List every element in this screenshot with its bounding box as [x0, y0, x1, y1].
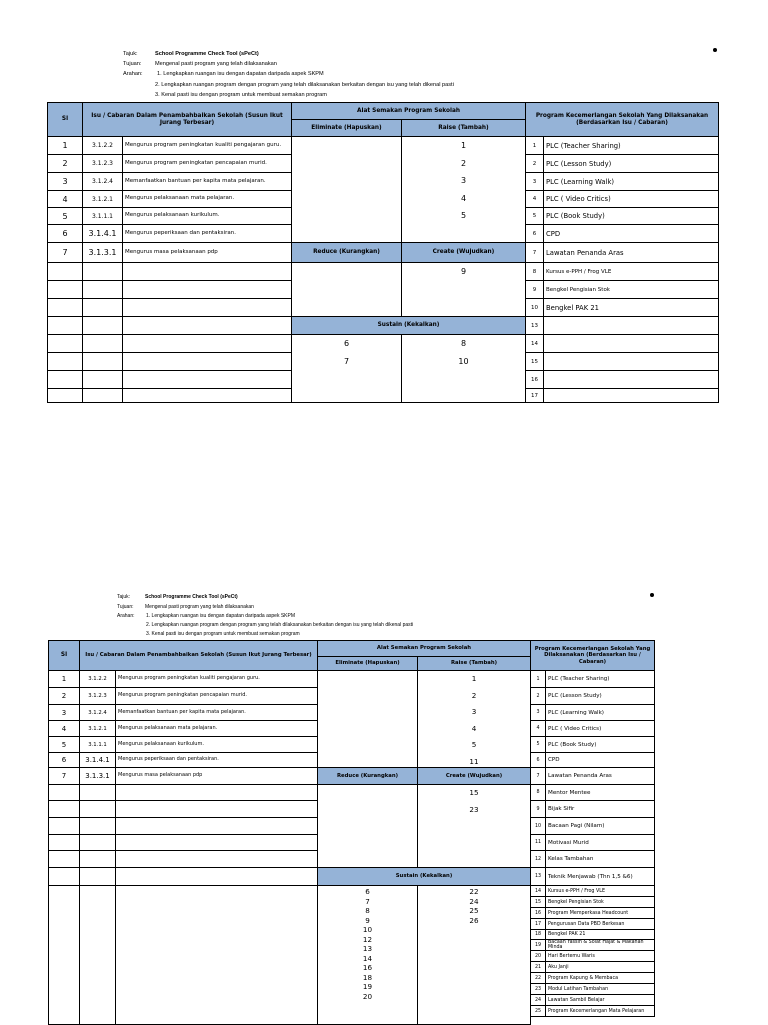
col-header-alat: Alat Semakan Program Sekolah [292, 103, 526, 120]
program-name: PLC ( Video Critics) [544, 191, 719, 208]
program-name: PLC ( Video Critics) [546, 721, 655, 737]
program-name: PLC (Teacher Sharing) [546, 671, 655, 688]
empty-cell [48, 785, 80, 801]
col-header-raise: Raise (Tambah) [402, 120, 526, 137]
sustain-item: 9 [365, 915, 370, 925]
program-no: 25 [531, 1006, 546, 1017]
program-no: 9 [526, 281, 544, 299]
arahan-key: Arahan: [123, 71, 143, 77]
col-header-eliminate: Eliminate (Hapuskan) [292, 120, 402, 137]
issue-text: Mengurus peperiksaan dan pentaksiran. [116, 753, 318, 768]
empty-cell [116, 801, 318, 818]
empty-cell [116, 785, 318, 801]
tujuan-value: Mengenal pasti program yang telah dilaksanakan [145, 604, 254, 610]
empty-cell [80, 868, 116, 886]
empty-cell [80, 835, 116, 851]
empty-cell [80, 785, 116, 801]
issue-text: Mengurus pelaksanaan mata pelajaran. [123, 191, 292, 208]
sustain-item: 22 [469, 887, 479, 896]
program-no: 4 [526, 191, 544, 208]
issue-text: Mengurus pelaksanaan kurikulum. [123, 208, 292, 225]
program-no: 21 [531, 962, 546, 973]
program-name: PLC (Book Study) [546, 737, 655, 753]
arahan-2: 2. Lengkapkan ruangan program dengan program yang telah dilaksanakan berkaitan dengan isu yang telah dikenal pasti [146, 622, 414, 628]
col-header-reduce: Reduce (Kurangkan) [292, 243, 402, 263]
program-no: 17 [526, 389, 544, 403]
program-name: CPD [544, 225, 719, 243]
program-no: 7 [531, 768, 546, 785]
program-no: 15 [526, 353, 544, 371]
program-name: PLC (Lesson Study) [546, 688, 655, 705]
empty-cell [80, 801, 116, 818]
raise-item: 2 [460, 158, 467, 168]
program-name: Bengkel PAK 21 [546, 930, 655, 940]
arahan-1: 1. Lengkapkan ruangan isu dengan dapatan daripada aspek SKPM [146, 613, 296, 619]
empty-cell [48, 868, 80, 886]
col-header-isu: Isu / Cabaran Dalam Penambahbaikan Sekolah (Susun Ikut Jurang Terbesar) [80, 641, 318, 671]
col-header-eliminate: Eliminate (Hapuskan) [318, 657, 418, 671]
program-no: 3 [526, 173, 544, 191]
program-no: 8 [531, 785, 546, 801]
program-no: 19 [531, 940, 546, 951]
issue-sl: 3 [47, 173, 83, 191]
create-item: 23 [469, 804, 479, 814]
program-name: Motivasi Murid [546, 835, 655, 851]
sustain-item: 8 [460, 339, 467, 348]
raise-item: 5 [460, 211, 467, 220]
program-no: 23 [531, 984, 546, 995]
empty-cell [116, 851, 318, 868]
issue-code: 3.1.3.1 [80, 768, 116, 785]
raise-item: 2 [471, 690, 477, 700]
program-name: Kelas Tambahan [546, 851, 655, 868]
sheet-header [117, 595, 537, 640]
program-name: Bengkel Pengisian Stok [546, 897, 655, 908]
program-name: Program Memperkasa Headcount [546, 908, 655, 919]
sustain-item: 14 [362, 953, 373, 963]
program-no: 11 [531, 835, 546, 851]
issue-sl: 6 [48, 753, 80, 768]
col-header-reduce: Reduce (Kurangkan) [318, 768, 418, 785]
issue-text: Mengurus program peningkatan kualiti pengajaran guru. [123, 137, 292, 155]
issue-code: 3.1.2.3 [83, 155, 123, 173]
program-no: 6 [531, 753, 546, 768]
sustain-item: 6 [343, 339, 350, 348]
col-header-program: Program Kecemerlangan Sekolah Yang Dilaksanakan (Berdasarkan Isu / Cabaran) [531, 641, 655, 671]
program-no: 12 [531, 851, 546, 868]
program-name: Bacaan Pagi (Nilam) [546, 818, 655, 835]
raise-item: 4 [471, 723, 477, 733]
issue-sl: 3 [48, 705, 80, 721]
program-name: Hari Bertemu Waris [546, 951, 655, 962]
sustain-item: 13 [362, 944, 373, 953]
col-header-alat: Alat Semakan Program Sekolah [318, 641, 531, 657]
sustain-item: 10 [458, 356, 469, 366]
program-no: 22 [531, 973, 546, 984]
col-header-raise: Raise (Tambah) [418, 657, 531, 671]
sustain-item: 12 [362, 934, 373, 944]
program-no: 18 [531, 930, 546, 940]
program-name: Teknik Menjawab (Thn 1,5 &6) [546, 868, 655, 886]
program-name: Bengkel Pengisian Stok [544, 281, 719, 299]
col-header-create: Create (Wujudkan) [418, 768, 531, 785]
raise-item: 4 [460, 193, 467, 203]
issue-code: 3.1.2.1 [80, 721, 116, 737]
issue-sl: 5 [48, 737, 80, 753]
program-no: 13 [526, 317, 544, 335]
program-name: PLC (Lesson Study) [544, 155, 719, 173]
empty-cell [80, 851, 116, 868]
program-name: Lawatan Penanda Aras [544, 243, 719, 263]
empty-cell [48, 835, 80, 851]
program-no: 10 [526, 299, 544, 317]
raise-item: 5 [471, 740, 477, 749]
program-no: 8 [526, 263, 544, 281]
tajuk-key: Tajuk: [117, 594, 131, 600]
program-no: 3 [531, 705, 546, 721]
program-name: PLC (Learning Walk) [546, 705, 655, 721]
empty-cell [48, 818, 80, 835]
program-name: Bengkel PAK 21 [544, 299, 719, 317]
program-no: 5 [531, 737, 546, 753]
issue-sl: 4 [47, 191, 83, 208]
program-no: 17 [531, 919, 546, 930]
program-name: PLC (Teacher Sharing) [544, 137, 719, 155]
sustain-item: 20 [362, 991, 373, 1001]
program-no: 5 [526, 208, 544, 225]
tujuan-key: Tujuan: [117, 604, 134, 610]
issue-sl: 4 [48, 721, 80, 737]
col-header-sustain: Sustain (Kekalkan) [318, 868, 531, 886]
issue-code: 3.1.4.1 [80, 753, 116, 768]
program-name: Modul Latihan Tambahan [546, 984, 655, 995]
issue-code: 3.1.1.1 [80, 737, 116, 753]
sustain-list-left [318, 886, 418, 1025]
reduce-list [318, 785, 418, 868]
program-no: 14 [526, 335, 544, 353]
program-name: Bacaan Yassin & Solat Hajat & Makanan Minda [546, 940, 655, 951]
empty-cell [116, 886, 318, 1025]
program-name: PLC (Book Study) [544, 208, 719, 225]
issue-code: 3.1.2.4 [80, 705, 116, 721]
empty-cell [116, 868, 318, 886]
raise-item: 1 [471, 674, 477, 683]
arahan-1: 1. Lengkapkan ruangan isu dengan dapatan daripada aspek SKPM [157, 71, 324, 77]
bullet-mark [650, 593, 654, 597]
create-item: 9 [460, 267, 467, 276]
program-name: Lawatan Sambil Belajar [546, 995, 655, 1006]
program-no: 13 [531, 868, 546, 886]
issue-sl: 2 [48, 688, 80, 705]
col-header-program: Program Kecemerlangan Sekolah Yang Dilaksanakan (Berdasarkan Isu / Cabaran) [526, 103, 719, 137]
sustain-item: 19 [362, 982, 373, 991]
issue-code: 3.1.2.2 [80, 671, 116, 688]
program-name: Program Kecemerlangan Mata Pelajaran [546, 1006, 655, 1017]
sustain-item: 10 [362, 925, 373, 934]
issue-code: 3.1.3.1 [83, 243, 123, 263]
tajuk-value: School Programme Check Tool (sPeCt) [145, 594, 238, 600]
raise-item: 3 [460, 176, 467, 185]
program-name: PLC (Learning Walk) [544, 173, 719, 191]
arahan-key: Arahan: [117, 613, 135, 619]
empty-cell [48, 801, 80, 818]
issue-code: 3.1.2.2 [83, 137, 123, 155]
check-table [48, 640, 655, 1025]
sustain-item: 7 [343, 356, 350, 366]
eliminate-list [318, 671, 418, 768]
program-no: 15 [531, 897, 546, 908]
issue-text: Memanfaatkan bantuan per kapita mata pelajaran. [116, 705, 318, 721]
program-name: Kursus e-PPH / Frog VLE [544, 263, 719, 281]
issue-text: Mengurus masa pelaksanaan pdp [123, 243, 292, 263]
issue-sl: 6 [47, 225, 83, 243]
issue-sl: 7 [48, 768, 80, 785]
issue-text: Mengurus peperiksaan dan pentaksiran. [123, 225, 292, 243]
raise-item: 1 [460, 141, 467, 150]
issue-code: 3.1.4.1 [83, 225, 123, 243]
issue-sl: 7 [47, 243, 83, 263]
raise-list [418, 671, 531, 768]
sustain-list-right [418, 886, 531, 1025]
empty-cell [80, 886, 116, 1025]
issue-text: Mengurus program peningkatan pencapaian murid. [116, 688, 318, 705]
program-name: Bijak Sifir [546, 801, 655, 818]
issue-text: Mengurus pelaksanaan kurikulum. [116, 737, 318, 753]
issue-text: Mengurus masa pelaksanaan pdp [116, 768, 318, 785]
program-no: 2 [526, 155, 544, 173]
program-name: Program Kapung & Membaca [546, 973, 655, 984]
empty-cell [80, 818, 116, 835]
program-name: Kursus e-PPH / Frog VLE [546, 886, 655, 897]
issue-text: Mengurus program peningkatan kualiti pengajaran guru. [116, 671, 318, 688]
col-header-create: Create (Wujudkan) [402, 243, 526, 263]
tujuan-key: Tujuan: [123, 61, 142, 67]
issue-code: 3.1.2.4 [83, 173, 123, 191]
issue-sl: 5 [47, 208, 83, 225]
program-name: Mentor Mentee [546, 785, 655, 801]
issue-sl: 1 [48, 671, 80, 688]
program-no: 16 [526, 371, 544, 389]
program-no: 1 [531, 671, 546, 688]
empty-cell [48, 851, 80, 868]
arahan-3: 3. Kenal pasti isu dengan program untuk membuat semakan program [146, 631, 300, 637]
program-no: 1 [526, 137, 544, 155]
empty-cell [48, 886, 80, 1025]
sustain-item: 6 [365, 887, 370, 896]
col-header-sl: Sl [48, 641, 80, 671]
col-header-sustain: Sustain (Kekalkan) [292, 317, 526, 335]
issue-code: 3.1.1.1 [83, 208, 123, 225]
program-no: 4 [531, 721, 546, 737]
program-name: Lawatan Penanda Aras [546, 768, 655, 785]
raise-item: 11 [469, 756, 479, 766]
program-no: 9 [531, 801, 546, 818]
tujuan-value: Mengenal pasti program yang telah dilaksanakan [155, 61, 277, 67]
create-item: 15 [469, 788, 479, 797]
program-no: 20 [531, 951, 546, 962]
col-header-isu: Isu / Cabaran Dalam Penambahbaikan Sekolah (Susun Ikut Jurang Terbesar) [83, 103, 292, 137]
sustain-item: 8 [365, 906, 370, 915]
sustain-item: 16 [362, 963, 373, 972]
col-header-sl: Sl [47, 103, 83, 137]
program-no: 16 [531, 908, 546, 919]
program-name: Pengurusan Data PBD Berkesan [546, 919, 655, 930]
arahan-3: 3. Kenal pasti isu dengan program untuk membuat semakan program [155, 92, 327, 98]
create-list [418, 785, 531, 868]
program-no: 24 [531, 995, 546, 1006]
empty-cell [116, 818, 318, 835]
program-no: 10 [531, 818, 546, 835]
tajuk-key: Tajuk: [123, 51, 138, 57]
program-no: 14 [531, 886, 546, 897]
sustain-item: 26 [469, 915, 479, 925]
program-no: 7 [526, 243, 544, 263]
issue-code: 3.1.2.1 [83, 191, 123, 208]
program-name: Aku Janji [546, 962, 655, 973]
raise-item: 3 [471, 707, 477, 716]
program-no: 2 [531, 688, 546, 705]
sustain-item: 25 [469, 906, 479, 915]
sustain-item: 24 [469, 896, 479, 906]
tajuk-value: School Programme Check Tool (sPeCt) [155, 51, 259, 57]
issue-code: 3.1.2.3 [80, 688, 116, 705]
issue-text: Mengurus pelaksanaan mata pelajaran. [116, 721, 318, 737]
sustain-item: 18 [362, 972, 373, 982]
issue-text: Mengurus program peningkatan pencapaian murid. [123, 155, 292, 173]
program-name: CPD [546, 753, 655, 768]
empty-cell [116, 835, 318, 851]
arahan-2: 2. Lengkapkan ruangan program dengan program yang telah dilaksanakan berkaitan dengan isu yang telah dikenal pasti [155, 82, 454, 88]
sustain-item: 7 [365, 896, 370, 906]
program-no: 6 [526, 225, 544, 243]
issue-sl: 2 [47, 155, 83, 173]
issue-text: Memanfaatkan bantuan per kapita mata pelajaran. [123, 173, 292, 191]
issue-sl: 1 [47, 137, 83, 155]
